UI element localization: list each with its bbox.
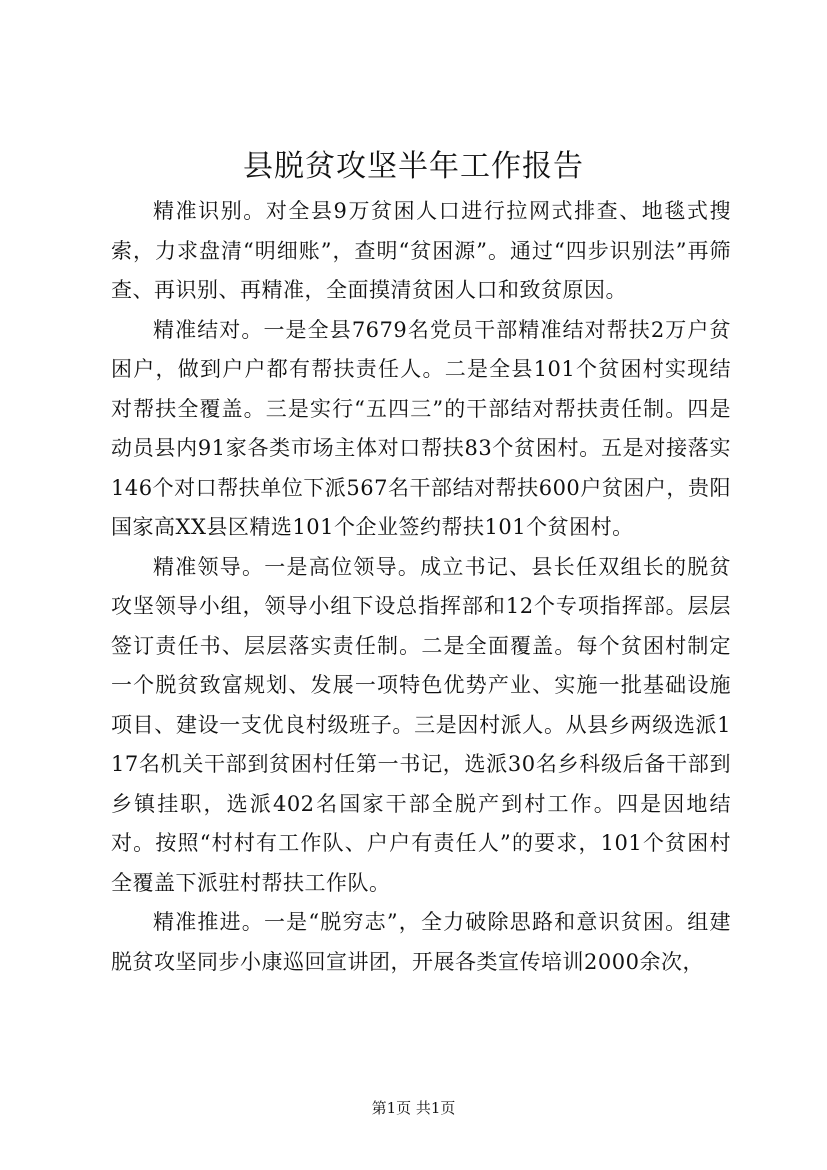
paragraph-advancement: 精准推进。一是“脱穷志”，全力破除思路和意识贫困。组建脱贫攻坚同步小康巡回宣讲团，开展各类宣传培训2000余次，: [111, 910, 731, 974]
paragraph-identification: 精准识别。对全县9万贫困人口进行拉网式排查、地毯式搜索，力求盘清“明细账”，查明“贫困源”。通过“四步识别法”再筛查、再识别、再精准，全面摸清贫困人口和致贫原因。: [111, 199, 731, 302]
paragraph-pairing: 精准结对。一是全县7679名党员干部精准结对帮扶2万户贫困户，做到户户都有帮扶责任人。二是全县101个贫困村实现结对帮扶全覆盖。三是实行“五四三”的干部结对帮扶责任制。四是动员县内91家各类市场主体对口帮扶83个贫困村。五是对接落实146个对口帮扶单位下派567名干部结对帮扶600户贫困户，贵阳国家高XX县区精选101个企业签约帮扶101个贫困村。: [111, 317, 731, 539]
page-footer: 第1页 共1页: [371, 1099, 456, 1117]
paragraph-leadership: 精准领导。一是高位领导。成立书记、县长任双组长的脱贫攻坚领导小组，领导小组下设总指挥部和12个专项指挥部。层层签订责任书、层层落实责任制。二是全面覆盖。每个贫困村制定一个脱贫致富规划、发展一项特色优势产业、实施一批基础设施项目、建设一支优良村级班子。三是因村派人。从县乡两级选派117名机关干部到贫困村任第一书记，选派30名乡科级后备干部到乡镇挂职，选派402名国家干部全脱产到村工作。四是因地结对。按照“村村有工作队、户户有责任人”的要求，101个贫困村全覆盖下派驻村帮扶工作队。: [111, 554, 731, 895]
document-body: [111, 192, 731, 982]
document-title: 县脱贫攻坚半年工作报告: [243, 149, 584, 184]
